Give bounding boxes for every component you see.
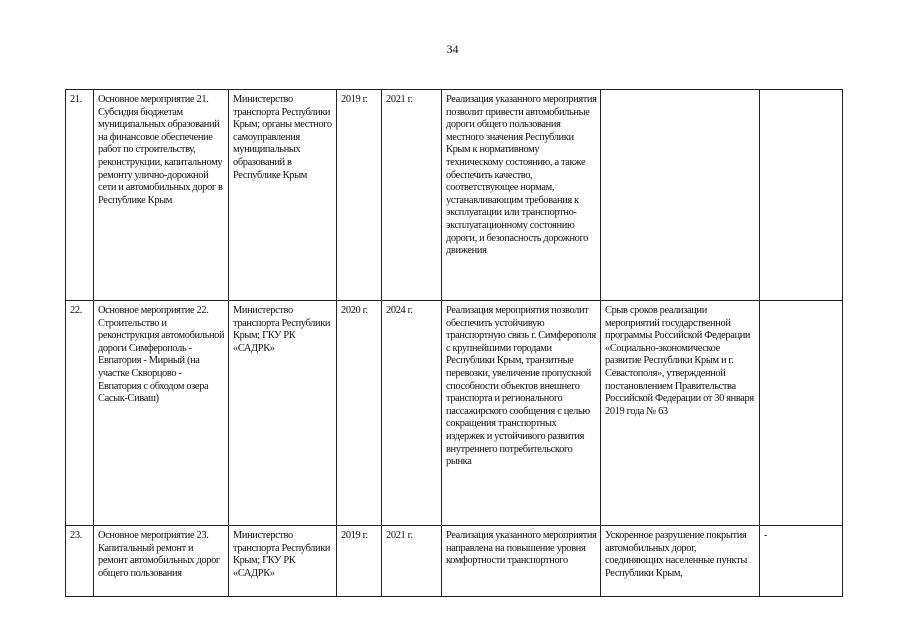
measures-table [65, 89, 843, 597]
end-year-cell: 2021 г. [382, 90, 442, 301]
executor-cell: Министерство транспорта Республики Крым; органы местного самоуправления муниципальных образований в Республике Крым [229, 90, 337, 301]
row-number: 21. [66, 90, 94, 301]
result-cell: Реализация мероприятия позволит обеспечить устойчивую транспортную связь г. Симферополя с крупнейшими городами Республики Крым, транзитные перевозки, увеличение пропускной способности объектов внешнего транспорта и регионального пассажирского сообщения с целью сокращения транспортных издержек и устойчивого развития внутреннего потребительского рынка [442, 301, 601, 526]
start-year-cell: 2020 г. [337, 301, 382, 526]
table-row [66, 301, 843, 526]
result-cell: Реализация указанного мероприятия позволит привести автомобильные дороги общего пользования местного значения Республики Крым к нормативному техническому состоянию, а также обеспечить качество, соответствующее нормам, устанавливающим требования к эксплуатации или транспортно-эксплуатационному состоянию дороги, и безопасность дорожного движения [442, 90, 601, 301]
page-number: 34 [446, 42, 459, 56]
end-year-cell: 2021 г. [382, 526, 442, 597]
end-year-cell: 2024 г. [382, 301, 442, 526]
result-cell: Реализация указанного мероприятия направлена на повышение уровня комфортности транспортного [442, 526, 601, 597]
table-row [66, 90, 843, 301]
consequence-cell: Ускоренное разрушение покрытия автомобильных дорог, соединяющих населенные пункты Республики Крым, [601, 526, 760, 597]
measure-cell: Основное мероприятие 21. Субсидия бюджетам муниципальных образований на финансовое обеспечение работ по строительству, реконструкции, капитальному ремонту улично-дорожной сети и автомобильных дорог в Республике Крым [94, 90, 229, 301]
measure-cell: Основное мероприятие 22. Строительство и реконструкция автомобильной дороги Симферополь - Евпатория - Мирный (на участке Скворцово - Евпатория с обходом озера Сасык-Сиваш) [94, 301, 229, 526]
link-cell: - [760, 526, 843, 597]
executor-cell: Министерство транспорта Республики Крым; ГКУ РК «САДРК» [229, 526, 337, 597]
page-bottom-cutoff [0, 621, 905, 640]
row-number: 23. [66, 526, 94, 597]
executor-cell: Министерство транспорта Республики Крым; ГКУ РК «САДРК» [229, 301, 337, 526]
consequence-cell: Срыв сроков реализации мероприятий государственной программы Российской Федерации «Социально-экономическое развитие Республики Крым и г. Севастополя», утвержденной постановлением Правительства Российской Федерации от 30 января 2019 года № 63 [601, 301, 760, 526]
start-year-cell: 2019 г. [337, 90, 382, 301]
consequence-cell [601, 90, 760, 301]
row-number: 22. [66, 301, 94, 526]
link-cell [760, 90, 843, 301]
start-year-cell: 2019 г. [337, 526, 382, 597]
measure-cell: Основное мероприятие 23. Капитальный ремонт и ремонт автомобильных дорог общего пользования [94, 526, 229, 597]
table-row [66, 526, 843, 597]
link-cell [760, 301, 843, 526]
